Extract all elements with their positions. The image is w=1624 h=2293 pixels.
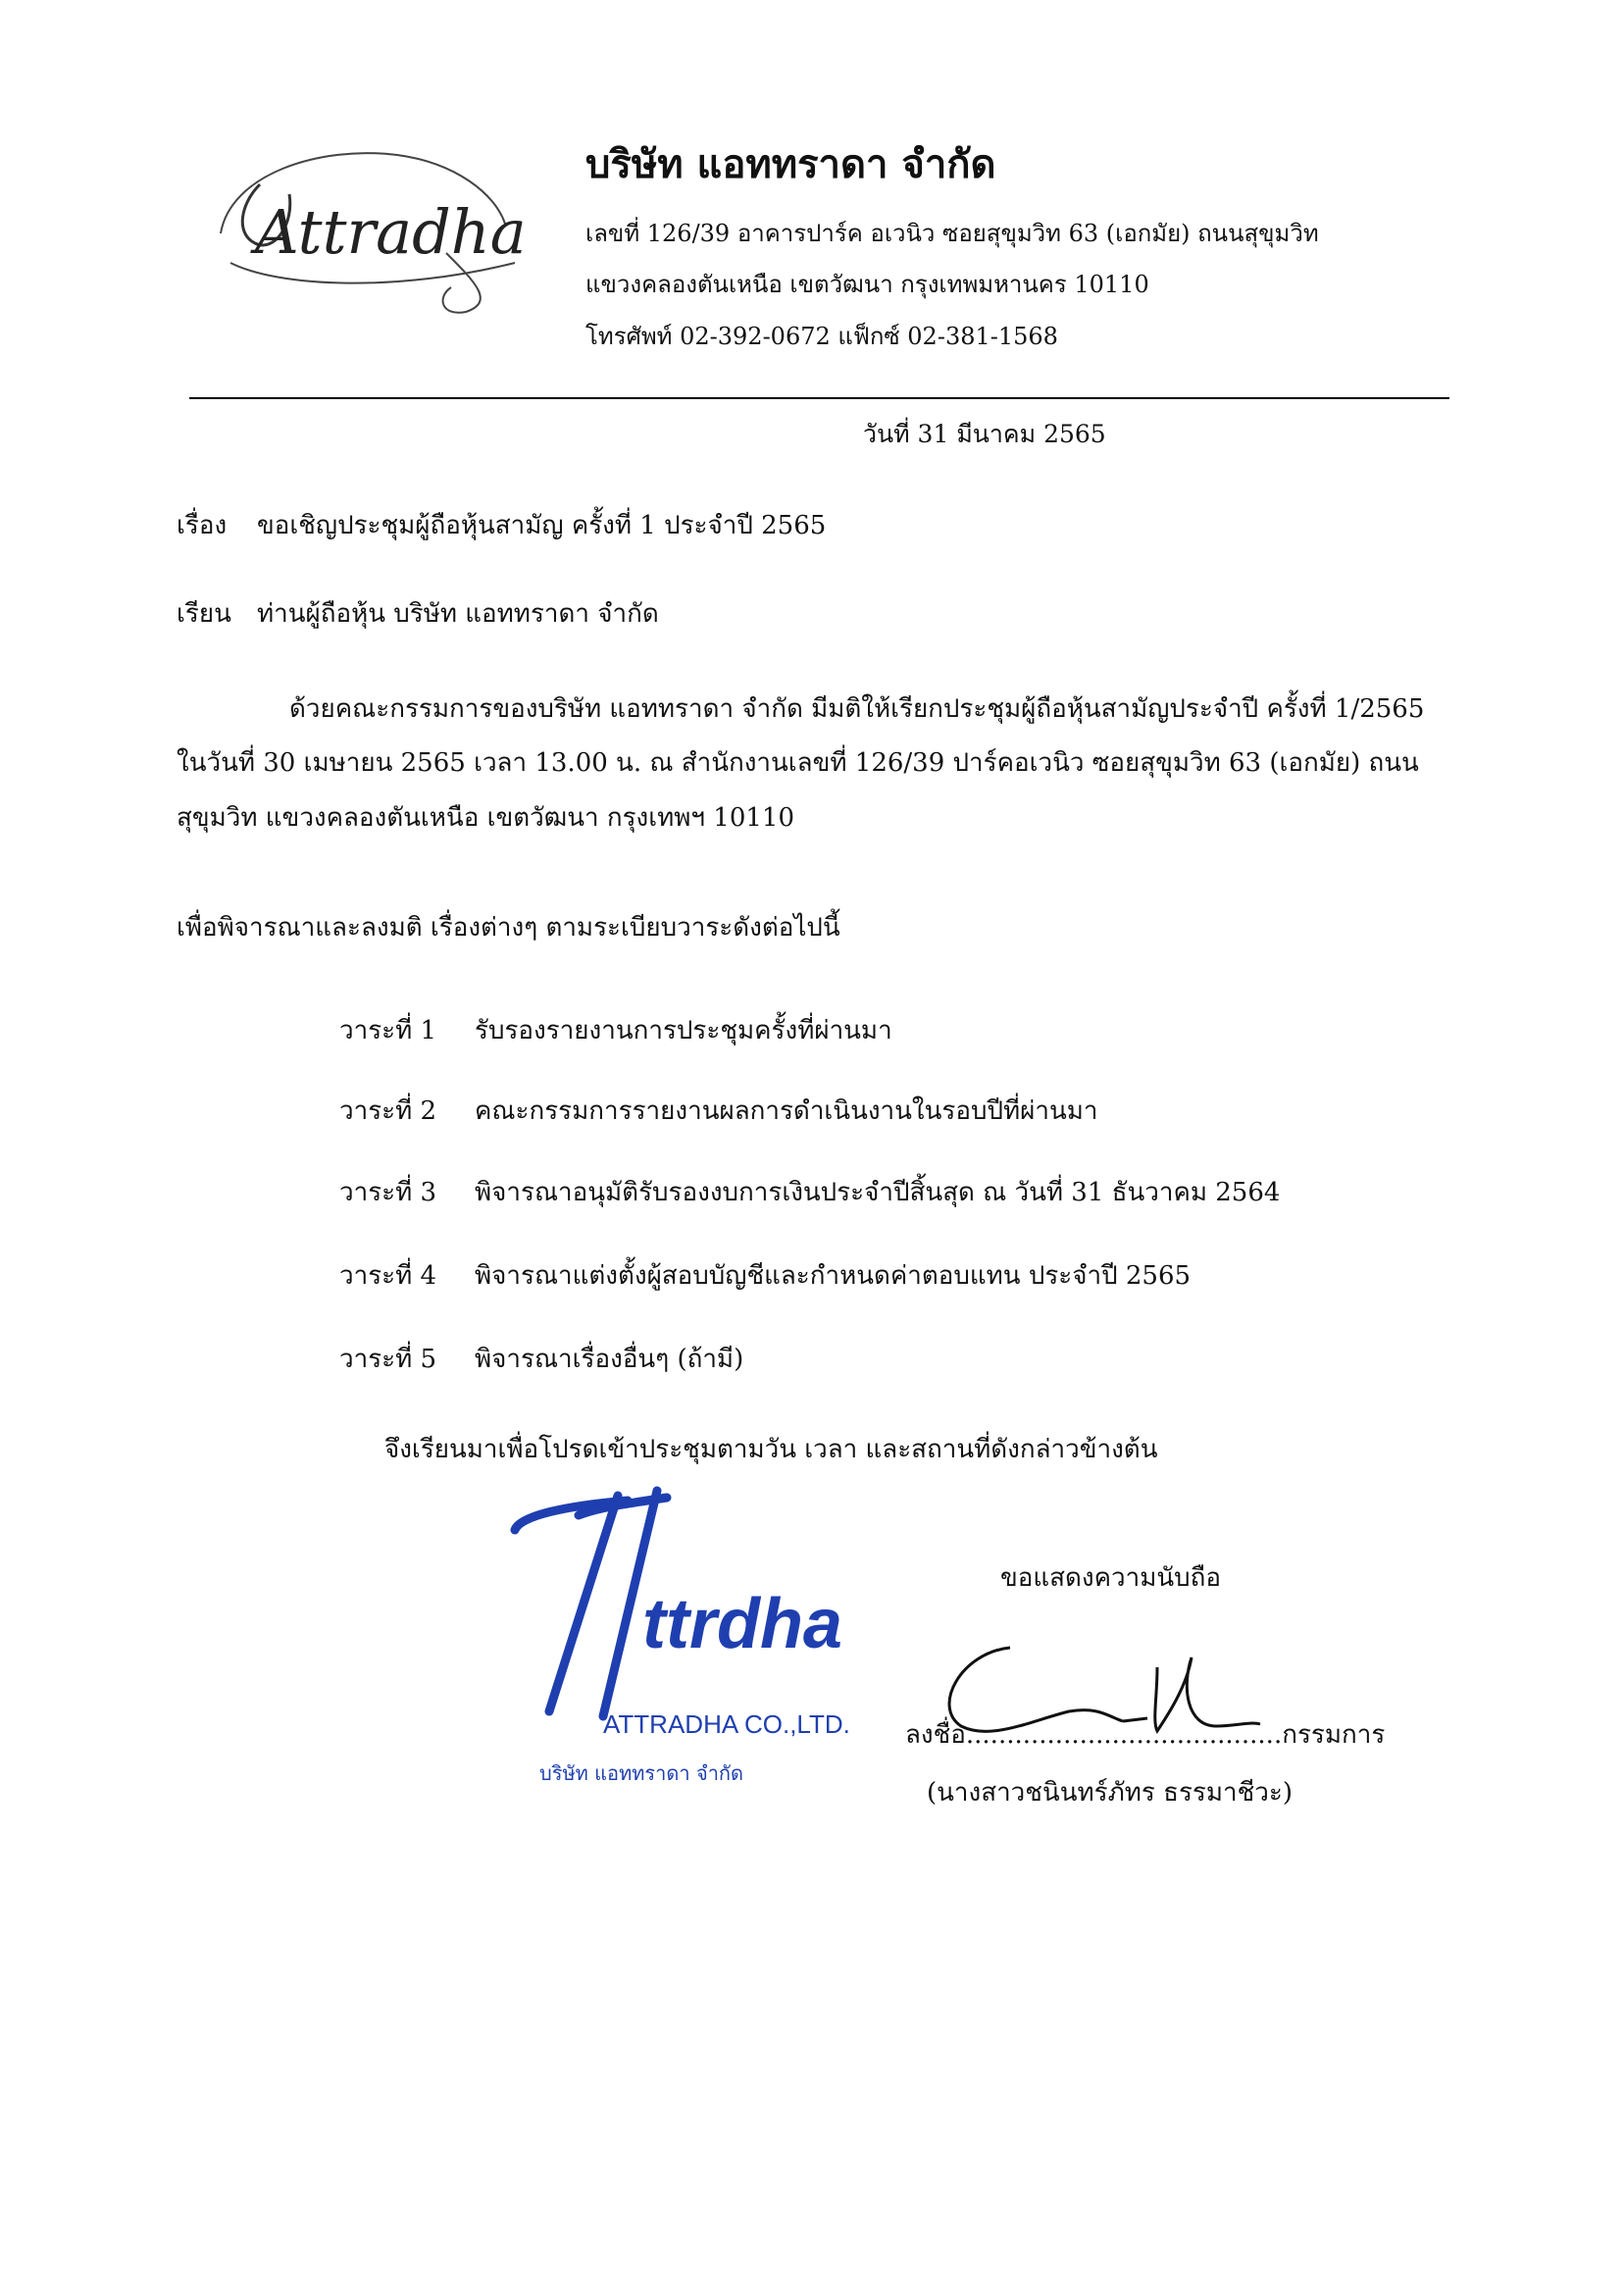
stamp-company-en: ATTRADHA CO.,LTD.	[603, 1709, 850, 1739]
subject-line	[177, 505, 826, 545]
subject-text: ขอเชิญประชุมผู้ถือหุ้นสามัญ ครั้งที่ 1 ประจำปี 2565	[257, 511, 827, 540]
logo-text: Attradha	[255, 196, 527, 268]
regards-text: ขอแสดงความนับถือ	[1000, 1563, 1221, 1593]
agenda-number: วาระที่ 2	[339, 1096, 437, 1126]
agenda-text: พิจารณาเรื่องอื่นๆ (ถ้ามี)	[475, 1345, 744, 1374]
agenda-item-4	[339, 1255, 1191, 1296]
recipient-line	[177, 593, 659, 634]
company-name: บริษัท แอททราดา จำกัด	[585, 141, 996, 187]
body-line-1: ด้วยคณะกรรมการของบริษัท แอททราดา จำกัด มีมติให้เรียกประชุมผู้ถือหุ้นสามัญประจำปี ครั้งที่ 1/2565	[289, 694, 1425, 724]
agenda-text: พิจารณาแต่งตั้งผู้สอบบัญชีและกำหนดค่าตอบแทน ประจำปี 2565	[475, 1261, 1192, 1291]
signature-line: ลงชื่อ.......................................กรรมการ	[905, 1720, 1386, 1750]
recipient-text: ท่านผู้ถือหุ้น บริษัท แอททราดา จำกัด	[257, 599, 659, 629]
agenda-number: วาระที่ 4	[339, 1261, 437, 1291]
company-address-line-1: เลขที่ 126/39 อาคารปาร์ค อเวนิว ซอยสุขุมวิท 63 (เอกมัย) ถนนสุขุมวิท	[585, 220, 1319, 247]
agenda-text: พิจารณาอนุมัติรับรองงบการเงินประจำปีสิ้นสุด ณ วันที่ 31 ธันวาคม 2564	[475, 1178, 1281, 1207]
company-phone: โทรศัพท์ 02-392-0672 แฟ็กซ์ 02-381-1568	[585, 323, 1058, 350]
agenda-item-5	[339, 1339, 743, 1379]
letter-date: วันที่ 31 มีนาคม 2565	[863, 420, 1106, 448]
agenda-item-1	[339, 1010, 892, 1050]
company-logo	[201, 116, 534, 322]
stamp-brand: ttrdha	[642, 1585, 842, 1663]
agenda-item-3	[339, 1172, 1280, 1212]
agenda-text: รับรองรายงานการประชุมครั้งที่ผ่านมา	[475, 1016, 892, 1045]
closing-line: จึงเรียนมาเพื่อโปรดเข้าประชุมตามวัน เวลา และสถานที่ดังกล่าวข้างต้น	[384, 1435, 1158, 1464]
stamp-company-th: บริษัท แอททราดา จำกัด	[539, 1761, 744, 1785]
agenda-intro: เพื่อพิจารณาและลงมติ เรื่องต่างๆ ตามระเบียบวาระดังต่อไปนี้	[177, 913, 840, 943]
agenda-item-2	[339, 1091, 1097, 1131]
body-line-2: ในวันที่ 30 เมษายน 2565 เวลา 13.00 น. ณ สำนักงานเลขที่ 126/39 ปาร์คอเวนิว ซอยสุขุมวิท 63 (เอกมัย) ถนน	[177, 748, 1419, 778]
signer-name: (นางสาวชนินทร์ภัทร ธรรมาชีวะ)	[927, 1778, 1293, 1808]
header-divider	[189, 397, 1449, 399]
subject-label: เรื่อง	[177, 511, 228, 540]
agenda-text: คณะกรรมการรายงานผลการดำเนินงานในรอบปีที่ผ่านมา	[475, 1096, 1098, 1126]
agenda-number: วาระที่ 1	[339, 1016, 437, 1045]
company-stamp	[510, 1486, 850, 1790]
agenda-number: วาระที่ 5	[339, 1345, 437, 1374]
company-address-line-2: แขวงคลองตันเหนือ เขตวัฒนา กรุงเทพมหานคร 10110	[585, 271, 1149, 298]
agenda-number: วาระที่ 3	[339, 1178, 437, 1207]
recipient-label: เรียน	[177, 599, 231, 629]
body-line-3: สุขุมวิท แขวงคลองตันเหนือ เขตวัฒนา กรุงเทพฯ 10110	[177, 803, 794, 833]
